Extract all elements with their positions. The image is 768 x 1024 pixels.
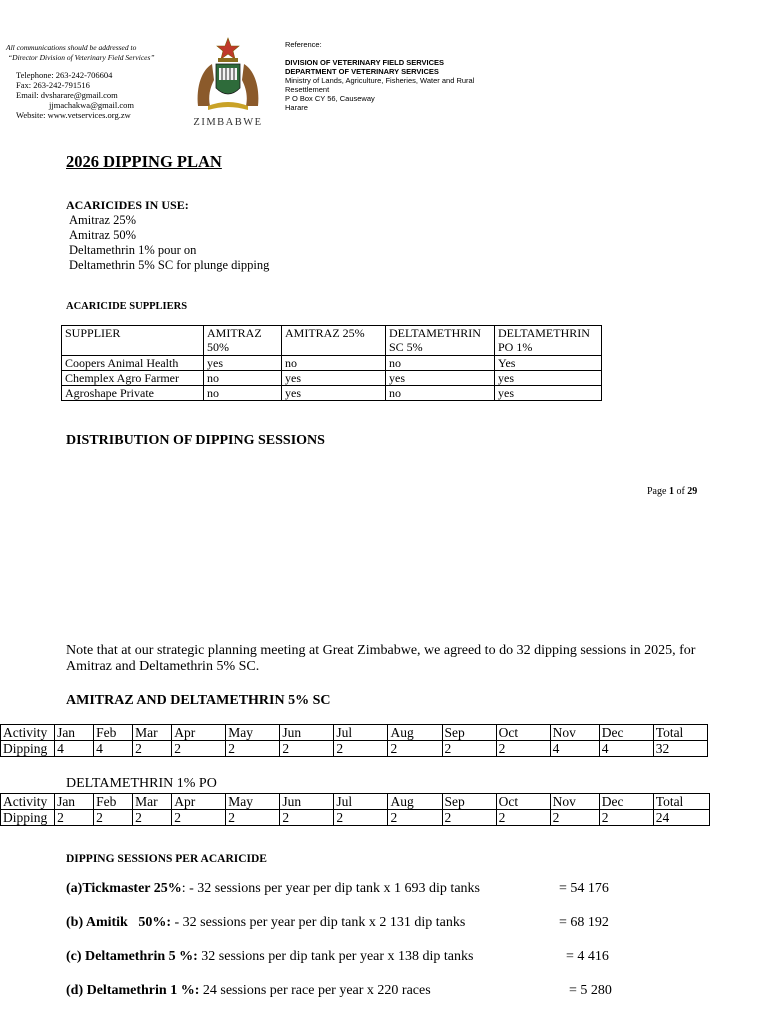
table-cell: Yes <box>495 356 602 371</box>
table-cell: 2 <box>172 810 226 826</box>
header-cell: Jul <box>334 794 388 810</box>
header-cell: Feb <box>94 794 133 810</box>
header-cell: AMITRAZ 25% <box>282 326 386 356</box>
email: Email: dvsharare@gmail.com <box>16 90 118 100</box>
header-cell: Oct <box>496 725 550 741</box>
calc-text: 24 sessions per race per year x 220 races <box>199 983 431 998</box>
supplier-name: Chemplex Agro Farmer <box>62 371 204 386</box>
distribution-heading: DISTRIBUTION OF DIPPING SESSIONS <box>66 433 325 448</box>
page-current: 1 <box>668 486 674 497</box>
header-cell: Jun <box>280 725 334 741</box>
table2-heading: DELTAMETHRIN 1% PO <box>66 776 217 791</box>
page-title: 2026 DIPPING PLAN <box>66 152 222 171</box>
header-cell: May <box>226 794 280 810</box>
table-cell: no <box>386 386 495 401</box>
city: Harare <box>285 103 308 112</box>
table-cell: 2 <box>388 810 442 826</box>
table-cell: 2 <box>496 741 550 757</box>
header-cell: May <box>226 725 280 741</box>
table-cell: yes <box>386 371 495 386</box>
department-name: DEPARTMENT OF VETERINARY SERVICES <box>285 67 439 76</box>
header-cell: DELTAMETHRIN PO 1% <box>495 326 602 356</box>
calc-label: (a)Tickmaster 25% <box>66 881 182 896</box>
table-row <box>62 356 602 371</box>
table-cell: 2 <box>226 810 280 826</box>
coat-of-arms-icon <box>188 36 268 112</box>
table-header-row <box>62 326 602 356</box>
table-cell: 2 <box>388 741 442 757</box>
website: Website: www.vetservices.org.zw <box>16 110 131 120</box>
header-cell: Aug <box>388 725 442 741</box>
table-cell: 24 <box>653 810 709 826</box>
table-cell: 2 <box>172 741 226 757</box>
table-cell: 2 <box>94 810 133 826</box>
calc-line-c <box>66 949 473 965</box>
header-cell: Nov <box>550 794 599 810</box>
calc-label: (b) Amitik 50%: <box>66 915 171 930</box>
deltamethrin-po-sessions-table <box>0 793 710 826</box>
table-cell: Dipping <box>1 741 55 757</box>
table-cell: yes <box>495 371 602 386</box>
header-cell: Nov <box>550 725 599 741</box>
acaricide-item: Deltamethrin 5% SC for plunge dipping <box>69 258 270 272</box>
header-cell: Sep <box>442 794 496 810</box>
table-header-row <box>1 725 708 741</box>
header-cell: Activity <box>1 794 55 810</box>
emblem-caption: ZIMBABWE <box>193 117 263 128</box>
table-cell: yes <box>204 356 282 371</box>
acaricides-section <box>66 198 269 273</box>
zimbabwe-coat-of-arms <box>188 36 268 128</box>
letterhead-reference <box>285 40 495 112</box>
planning-note: Note that at our strategic planning meeting at Great Zimbabwe, we agreed to do 32 dipping sessions in 2025, for Amitraz and Deltamethrin 5% SC. <box>66 643 696 674</box>
table-cell: 2 <box>442 810 496 826</box>
suppliers-table <box>61 325 602 401</box>
table-cell: 2 <box>442 741 496 757</box>
acaricides-heading: ACARICIDES IN USE: <box>66 198 189 212</box>
table-cell: 4 <box>550 741 599 757</box>
acaricide-item: Amitraz 25% <box>69 213 136 227</box>
header-cell: Total <box>653 794 709 810</box>
header-cell: Apr <box>172 725 226 741</box>
calc-text: 32 sessions per dip tank per year x 138 dip tanks <box>197 949 474 964</box>
table-cell: 4 <box>55 741 94 757</box>
calc-line-d <box>66 983 431 999</box>
division-name: DIVISION OF VETERINARY FIELD SERVICES <box>285 58 445 67</box>
calc-text: - 32 sessions per year per dip tank x 2 131 dip tanks <box>171 915 466 930</box>
table1-heading: AMITRAZ AND DELTAMETHRIN 5% SC <box>66 693 331 708</box>
table-row <box>62 371 602 386</box>
table-cell: no <box>386 356 495 371</box>
header-cell: Mar <box>133 725 172 741</box>
calc-line-b <box>66 915 465 931</box>
table-cell: 2 <box>496 810 550 826</box>
calc-line-a <box>66 881 480 897</box>
header-cell: SUPPLIER <box>62 326 204 356</box>
table-row <box>1 741 708 757</box>
header-cell: Total <box>653 725 707 741</box>
calc-result-b: = 68 192 <box>559 915 609 930</box>
table-cell: 2 <box>334 741 388 757</box>
table-cell: yes <box>282 371 386 386</box>
header-cell: Oct <box>496 794 550 810</box>
address-note-2: “Director Division of Veterinary Field Services” <box>8 53 155 62</box>
table-cell: 2 <box>55 810 94 826</box>
table-row <box>1 810 710 826</box>
amitraz-sessions-table <box>0 724 708 757</box>
header-cell: Dec <box>599 794 653 810</box>
header-cell: Activity <box>1 725 55 741</box>
table-cell: 4 <box>94 741 133 757</box>
page-total: 29 <box>687 486 698 497</box>
header-cell: Jan <box>55 794 94 810</box>
header-cell: Mar <box>133 794 172 810</box>
header-cell: Feb <box>94 725 133 741</box>
table-cell: 2 <box>133 741 172 757</box>
table-cell: 2 <box>550 810 599 826</box>
header-cell: Jun <box>280 794 334 810</box>
ministry-line-1: Ministry of Lands, Agriculture, Fisheries, Water and Rural <box>285 76 475 85</box>
ministry-line-2: Resettlement <box>285 85 330 94</box>
fax: Fax: 263-242-791516 <box>16 80 90 90</box>
table-cell: no <box>204 371 282 386</box>
po-box: P O Box CY 56, Causeway <box>285 94 375 103</box>
email-2: jjmachakwa@gmail.com <box>49 100 135 110</box>
calc-label: (d) Deltamethrin 1 %: <box>66 983 200 998</box>
supplier-name: Coopers Animal Health <box>62 356 204 371</box>
telephone: Telephone: 263-242-706604 <box>16 70 113 80</box>
page-prefix: Page <box>647 486 669 497</box>
header-cell: Dec <box>599 725 653 741</box>
header-cell: Jul <box>334 725 388 741</box>
supplier-name: Agroshape Private <box>62 386 204 401</box>
table-cell: 32 <box>653 741 707 757</box>
address-note-1: All communications should be addressed to <box>6 43 137 52</box>
table-cell: 4 <box>599 741 653 757</box>
reference-label: Reference: <box>285 40 322 49</box>
table-header-row <box>1 794 710 810</box>
table-cell: 2 <box>133 810 172 826</box>
acaricide-item: Deltamethrin 1% pour on <box>69 243 197 257</box>
table-cell: no <box>282 356 386 371</box>
letterhead-contact <box>6 43 186 120</box>
calc-result-c: = 4 416 <box>566 949 609 964</box>
calc-label: (c) Deltamethrin 5 %: <box>66 949 198 964</box>
acaricide-item: Amitraz 50% <box>69 228 136 242</box>
suppliers-heading: ACARICIDE SUPPLIERS <box>66 301 188 312</box>
header-cell: Apr <box>172 794 226 810</box>
page-number <box>647 486 697 497</box>
table-cell: yes <box>282 386 386 401</box>
table-cell: Dipping <box>1 810 55 826</box>
table-cell: no <box>204 386 282 401</box>
table-cell: 2 <box>280 810 334 826</box>
table-cell: 2 <box>599 810 653 826</box>
table-cell: 2 <box>334 810 388 826</box>
table-cell: yes <box>495 386 602 401</box>
table-cell: 2 <box>226 741 280 757</box>
header-cell: Jan <box>55 725 94 741</box>
table-cell: 2 <box>280 741 334 757</box>
calc-text: : - 32 sessions per year per dip tank x 1 693 dip tanks <box>181 881 480 896</box>
header-cell: Aug <box>388 794 442 810</box>
header-cell: AMITRAZ 50% <box>204 326 282 356</box>
per-acaricide-heading: DIPPING SESSIONS PER ACARICIDE <box>66 853 267 865</box>
header-cell: Sep <box>442 725 496 741</box>
calc-result-d: = 5 280 <box>569 983 612 998</box>
table-row <box>62 386 602 401</box>
calc-result-a: = 54 176 <box>559 881 609 896</box>
header-cell: DELTAMETHRIN SC 5% <box>386 326 495 356</box>
page-of: of <box>673 486 688 497</box>
